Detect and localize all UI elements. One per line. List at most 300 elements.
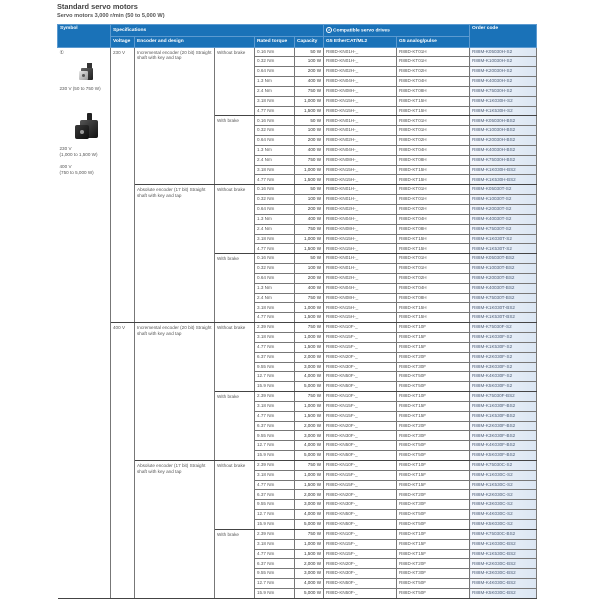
- order-code-cell: R88M-K10030H-BS2: [470, 126, 537, 136]
- rated-torque-cell: 4.77 Nm: [255, 175, 295, 185]
- order-code-cell: R88M-K1K030H-S2: [470, 96, 537, 106]
- ethercat-drive-cell: R88D-KN02H-_: [324, 273, 397, 283]
- ethercat-drive-cell: R88D-KN50F-_: [324, 520, 397, 530]
- capacity-cell: 200 W: [295, 136, 324, 146]
- rated-torque-cell: 12.7 Nm: [255, 441, 295, 451]
- rated-torque-cell: 9.55 Nm: [255, 362, 295, 372]
- rated-torque-cell: 3.18 Nm: [255, 470, 295, 480]
- ethercat-drive-cell: R88D-KN04H-_: [324, 283, 397, 293]
- rated-torque-cell: 15.9 Nm: [255, 382, 295, 392]
- ethercat-drive-cell: R88D-KN04H-_: [324, 145, 397, 155]
- ethercat-drive-cell: R88D-KN15F-_: [324, 342, 397, 352]
- ethercat-drive-cell: R88D-KN50F-_: [324, 510, 397, 520]
- capacity-cell: 1,500 W: [295, 342, 324, 352]
- encoder-design-cell: Incremental encoder (20 bit) Straight shaft with key and tap: [135, 323, 215, 461]
- analog-drive-cell: R88D-KT04H: [397, 77, 470, 87]
- header-specifications: Specifications: [111, 25, 324, 37]
- ethercat-drive-cell: R88D-KN15H-_: [324, 303, 397, 313]
- ethercat-drive-cell: R88D-KN15F-_: [324, 549, 397, 559]
- symbol-caption-400v: 400 V (750 to 5,000 W): [59, 164, 94, 176]
- analog-drive-cell: R88D-KT02H: [397, 273, 470, 283]
- rated-torque-cell: 4.77 Nm: [255, 480, 295, 490]
- order-code-cell: R88M-K3K030C-S2: [470, 500, 537, 510]
- ethercat-drive-cell: R88D-KN15H-_: [324, 313, 397, 323]
- ethercat-drive-cell: R88D-KN01H-_: [324, 195, 397, 205]
- ethercat-drive-cell: R88D-KN15H-_: [324, 175, 397, 185]
- rated-torque-cell: 0.64 Nm: [255, 205, 295, 215]
- order-code-cell: R88M-K20030T-BS2: [470, 273, 537, 283]
- rated-torque-cell: 3.18 Nm: [255, 165, 295, 175]
- capacity-cell: 5,000 W: [295, 520, 324, 530]
- capacity-cell: 2,000 W: [295, 352, 324, 362]
- capacity-cell: 200 W: [295, 205, 324, 215]
- analog-drive-cell: R88D-KT15F: [397, 342, 470, 352]
- brake-option-cell: With brake: [215, 116, 255, 185]
- capacity-cell: 1,000 W: [295, 401, 324, 411]
- analog-drive-cell: R88D-KT30F: [397, 431, 470, 441]
- capacity-cell: 1,500 W: [295, 106, 324, 116]
- capacity-cell: 4,000 W: [295, 372, 324, 382]
- ethercat-drive-cell: R88D-KN20F-_: [324, 352, 397, 362]
- rated-torque-cell: 2.4 Nm: [255, 224, 295, 234]
- rated-torque-cell: 3.18 Nm: [255, 234, 295, 244]
- order-code-cell: R88M-K20030T-S2: [470, 205, 537, 215]
- rated-torque-cell: 4.77 Nm: [255, 549, 295, 559]
- order-code-cell: R88M-K05030H-S2: [470, 47, 537, 57]
- ethercat-drive-cell: R88D-KN50F-_: [324, 579, 397, 589]
- capacity-cell: 3,000 W: [295, 431, 324, 441]
- ethercat-drive-cell: R88D-KN30F-_: [324, 362, 397, 372]
- order-code-cell: R88M-K1K530C-BS2: [470, 549, 537, 559]
- order-code-cell: R88M-K40030H-S2: [470, 77, 537, 87]
- capacity-cell: 750 W: [295, 293, 324, 303]
- ethercat-drive-cell: R88D-KN08H-_: [324, 293, 397, 303]
- capacity-cell: 1,500 W: [295, 549, 324, 559]
- header-voltage: Voltage: [111, 36, 135, 47]
- encoder-design-cell: Absolute encoder (17 bit) Straight shaft with key and tap: [135, 185, 215, 323]
- page-title: Standard servo motors: [57, 2, 138, 11]
- ethercat-drive-cell: R88D-KN15H-_: [324, 106, 397, 116]
- analog-drive-cell: R88D-KT15H: [397, 234, 470, 244]
- order-code-cell: R88M-K40030T-BS2: [470, 283, 537, 293]
- capacity-cell: 5,000 W: [295, 588, 324, 598]
- order-code-cell: R88M-K4K030C-BS2: [470, 579, 537, 589]
- circled-number-icon: 2: [326, 27, 332, 33]
- analog-drive-cell: R88D-KT08H: [397, 155, 470, 165]
- ethercat-drive-cell: R88D-KN01H-_: [324, 47, 397, 57]
- voltage-cell: 230 V: [111, 47, 135, 323]
- analog-drive-cell: R88D-KT30F: [397, 362, 470, 372]
- ethercat-drive-cell: R88D-KN15F-_: [324, 411, 397, 421]
- rated-torque-cell: 0.64 Nm: [255, 136, 295, 146]
- order-code-cell: R88M-K05030T-S2: [470, 185, 537, 195]
- rated-torque-cell: 4.77 Nm: [255, 244, 295, 254]
- analog-drive-cell: R88D-KT01H: [397, 254, 470, 264]
- order-code-cell: R88M-K3K030F-S2: [470, 362, 537, 372]
- rated-torque-cell: 6.37 Nm: [255, 352, 295, 362]
- analog-drive-cell: R88D-KT15F: [397, 401, 470, 411]
- order-code-cell: R88M-K1K530H-BS2: [470, 175, 537, 185]
- order-code-cell: R88M-K4K030F-BS2: [470, 441, 537, 451]
- rated-torque-cell: 3.18 Nm: [255, 303, 295, 313]
- rated-torque-cell: 0.16 Nm: [255, 116, 295, 126]
- encoder-design-cell: Incremental encoder (20 bit) Straight shaft with key and tap: [135, 47, 215, 185]
- order-code-cell: R88M-K1K530F-S2: [470, 342, 537, 352]
- analog-drive-cell: R88D-KT15H: [397, 175, 470, 185]
- analog-drive-cell: R88D-KT10F: [397, 323, 470, 333]
- rated-torque-cell: 0.32 Nm: [255, 264, 295, 274]
- rated-torque-cell: 1.3 Nm: [255, 77, 295, 87]
- order-code-cell: R88M-K1K530T-S2: [470, 244, 537, 254]
- ethercat-drive-cell: R88D-KN20F-_: [324, 559, 397, 569]
- order-code-cell: R88M-K10030T-S2: [470, 195, 537, 205]
- analog-drive-cell: R88D-KT01H: [397, 47, 470, 57]
- capacity-cell: 750 W: [295, 224, 324, 234]
- order-code-cell: R88M-K1K030F-BS2: [470, 401, 537, 411]
- analog-drive-cell: R88D-KT15F: [397, 332, 470, 342]
- capacity-cell: 200 W: [295, 273, 324, 283]
- ethercat-drive-cell: R88D-KN30F-_: [324, 431, 397, 441]
- analog-drive-cell: R88D-KT15H: [397, 106, 470, 116]
- order-code-cell: R88M-K5K030F-S2: [470, 382, 537, 392]
- capacity-cell: 3,000 W: [295, 569, 324, 579]
- order-code-cell: R88M-K20030H-S2: [470, 67, 537, 77]
- analog-drive-cell: R88D-KT50F: [397, 372, 470, 382]
- order-code-cell: R88M-K5K030C-S2: [470, 520, 537, 530]
- rated-torque-cell: 2.39 Nm: [255, 529, 295, 539]
- section-subtitle: Servo motors 3,000 r/min (50 to 5,000 W): [57, 13, 165, 19]
- capacity-cell: 1,500 W: [295, 411, 324, 421]
- brake-option-cell: Without brake: [215, 460, 255, 529]
- large-servo-motor-image: [74, 112, 100, 142]
- ethercat-drive-cell: R88D-KN10F-_: [324, 392, 397, 402]
- capacity-cell: 1,500 W: [295, 480, 324, 490]
- order-code-cell: R88M-K75030T-S2: [470, 224, 537, 234]
- rated-torque-cell: 3.18 Nm: [255, 332, 295, 342]
- ethercat-drive-cell: R88D-KN02H-_: [324, 205, 397, 215]
- rated-torque-cell: 15.9 Nm: [255, 451, 295, 461]
- order-code-cell: R88M-K40030H-BS2: [470, 145, 537, 155]
- order-code-cell: R88M-K1K530H-S2: [470, 106, 537, 116]
- ethercat-drive-cell: R88D-KN10F-_: [324, 460, 397, 470]
- header-capacity: Capacity: [295, 36, 324, 47]
- brake-option-cell: Without brake: [215, 47, 255, 116]
- order-code-cell: R88M-K05030H-BS2: [470, 116, 537, 126]
- order-code-cell: R88M-K40030T-S2: [470, 214, 537, 224]
- order-code-cell: R88M-K75030C-S2: [470, 460, 537, 470]
- capacity-cell: 50 W: [295, 254, 324, 264]
- order-code-cell: R88M-K2K030F-BS2: [470, 421, 537, 431]
- rated-torque-cell: 12.7 Nm: [255, 510, 295, 520]
- capacity-cell: 750 W: [295, 323, 324, 333]
- voltage-cell: 400 V: [111, 323, 135, 599]
- rated-torque-cell: 3.18 Nm: [255, 401, 295, 411]
- capacity-cell: 2,000 W: [295, 559, 324, 569]
- analog-drive-cell: R88D-KT15F: [397, 411, 470, 421]
- rated-torque-cell: 4.77 Nm: [255, 342, 295, 352]
- capacity-cell: 750 W: [295, 86, 324, 96]
- analog-drive-cell: R88D-KT10F: [397, 460, 470, 470]
- capacity-cell: 50 W: [295, 47, 324, 57]
- ethercat-drive-cell: R88D-KN20F-_: [324, 421, 397, 431]
- analog-drive-cell: R88D-KT10F: [397, 392, 470, 402]
- analog-drive-cell: R88D-KT15H: [397, 303, 470, 313]
- symbol-cell: [58, 47, 111, 598]
- analog-drive-cell: R88D-KT01H: [397, 264, 470, 274]
- order-code-cell: R88M-K5K030F-BS2: [470, 451, 537, 461]
- analog-drive-cell: R88D-KT15H: [397, 96, 470, 106]
- capacity-cell: 4,000 W: [295, 579, 324, 589]
- header-rated-torque: Rated torque: [255, 36, 295, 47]
- rated-torque-cell: 9.55 Nm: [255, 569, 295, 579]
- small-servo-motor-image: [78, 62, 96, 82]
- capacity-cell: 750 W: [295, 529, 324, 539]
- header-encoder-design: Encoder and design: [135, 36, 255, 47]
- table-row: [58, 47, 537, 57]
- header-analog: G5 analog/pulse: [397, 36, 470, 47]
- capacity-cell: 2,000 W: [295, 421, 324, 431]
- analog-drive-cell: R88D-KT50F: [397, 579, 470, 589]
- capacity-cell: 750 W: [295, 155, 324, 165]
- header-symbol: Symbol: [58, 25, 111, 48]
- rated-torque-cell: 0.16 Nm: [255, 47, 295, 57]
- capacity-cell: 400 W: [295, 77, 324, 87]
- capacity-cell: 1,000 W: [295, 539, 324, 549]
- rated-torque-cell: 12.7 Nm: [255, 579, 295, 589]
- rated-torque-cell: 1.3 Nm: [255, 214, 295, 224]
- capacity-cell: 1,000 W: [295, 96, 324, 106]
- analog-drive-cell: R88D-KT30F: [397, 500, 470, 510]
- order-code-cell: R88M-K1K030C-BS2: [470, 539, 537, 549]
- analog-drive-cell: R88D-KT01H: [397, 126, 470, 136]
- ethercat-drive-cell: R88D-KN01H-_: [324, 185, 397, 195]
- analog-drive-cell: R88D-KT01H: [397, 195, 470, 205]
- ethercat-drive-cell: R88D-KN15F-_: [324, 332, 397, 342]
- analog-drive-cell: R88D-KT50F: [397, 588, 470, 598]
- rated-torque-cell: 6.37 Nm: [255, 559, 295, 569]
- rated-torque-cell: 15.9 Nm: [255, 520, 295, 530]
- rated-torque-cell: 1.3 Nm: [255, 283, 295, 293]
- ethercat-drive-cell: R88D-KN04H-_: [324, 77, 397, 87]
- capacity-cell: 1,000 W: [295, 165, 324, 175]
- ethercat-drive-cell: R88D-KN30F-_: [324, 569, 397, 579]
- capacity-cell: 750 W: [295, 392, 324, 402]
- capacity-cell: 1,500 W: [295, 244, 324, 254]
- analog-drive-cell: R88D-KT50F: [397, 382, 470, 392]
- analog-drive-cell: R88D-KT08H: [397, 86, 470, 96]
- circled-number-1-icon: ①: [59, 49, 64, 56]
- encoder-design-cell: Absolute encoder (17 bit) Straight shaft with key and tap: [135, 460, 215, 598]
- analog-drive-cell: R88D-KT15H: [397, 244, 470, 254]
- ethercat-drive-cell: R88D-KN08H-_: [324, 86, 397, 96]
- ethercat-drive-cell: R88D-KN15F-_: [324, 470, 397, 480]
- rated-torque-cell: 2.39 Nm: [255, 392, 295, 402]
- rated-torque-cell: 3.18 Nm: [255, 539, 295, 549]
- analog-drive-cell: R88D-KT20F: [397, 490, 470, 500]
- order-code-cell: R88M-K75030F-BS2: [470, 392, 537, 402]
- symbol-caption-230v-large: 230 V (1,000 to 1,500 W): [59, 145, 98, 157]
- order-code-cell: R88M-K1K030T-S2: [470, 234, 537, 244]
- rated-torque-cell: 9.55 Nm: [255, 500, 295, 510]
- ethercat-drive-cell: R88D-KN01H-_: [324, 126, 397, 136]
- order-code-cell: R88M-K1K530T-BS2: [470, 313, 537, 323]
- brake-option-cell: With brake: [215, 529, 255, 598]
- order-code-cell: R88M-K2K030C-BS2: [470, 559, 537, 569]
- header-compatible-drives: 2 Compatible servo drives: [324, 25, 470, 37]
- order-code-cell: R88M-K75030H-S2: [470, 86, 537, 96]
- analog-drive-cell: R88D-KT15H: [397, 165, 470, 175]
- capacity-cell: 1,000 W: [295, 303, 324, 313]
- capacity-cell: 5,000 W: [295, 451, 324, 461]
- rated-torque-cell: 2.4 Nm: [255, 155, 295, 165]
- ethercat-drive-cell: R88D-KN15F-_: [324, 401, 397, 411]
- capacity-cell: 1,500 W: [295, 313, 324, 323]
- rated-torque-cell: 2.4 Nm: [255, 293, 295, 303]
- ethercat-drive-cell: R88D-KN08H-_: [324, 224, 397, 234]
- rated-torque-cell: 2.39 Nm: [255, 460, 295, 470]
- order-code-cell: R88M-K75030C-BS2: [470, 529, 537, 539]
- rated-torque-cell: 4.77 Nm: [255, 106, 295, 116]
- rated-torque-cell: 1.3 Nm: [255, 145, 295, 155]
- capacity-cell: 1,000 W: [295, 332, 324, 342]
- capacity-cell: 1,000 W: [295, 470, 324, 480]
- order-code-cell: R88M-K1K530F-BS2: [470, 411, 537, 421]
- ethercat-drive-cell: R88D-KN50F-_: [324, 382, 397, 392]
- analog-drive-cell: R88D-KT01H: [397, 57, 470, 67]
- analog-drive-cell: R88D-KT02H: [397, 205, 470, 215]
- capacity-cell: 750 W: [295, 460, 324, 470]
- analog-drive-cell: R88D-KT20F: [397, 559, 470, 569]
- ethercat-drive-cell: R88D-KN50F-_: [324, 372, 397, 382]
- rated-torque-cell: 6.37 Nm: [255, 490, 295, 500]
- order-code-cell: R88M-K3K030C-BS2: [470, 569, 537, 579]
- analog-drive-cell: R88D-KT15F: [397, 480, 470, 490]
- rated-torque-cell: 4.77 Nm: [255, 411, 295, 421]
- ethercat-drive-cell: R88D-KN15H-_: [324, 244, 397, 254]
- analog-drive-cell: R88D-KT20F: [397, 421, 470, 431]
- analog-drive-cell: R88D-KT30F: [397, 569, 470, 579]
- rated-torque-cell: 0.64 Nm: [255, 273, 295, 283]
- order-code-cell: R88M-K1K030F-S2: [470, 332, 537, 342]
- capacity-cell: 100 W: [295, 57, 324, 67]
- ethercat-drive-cell: R88D-KN02H-_: [324, 136, 397, 146]
- rated-torque-cell: 9.55 Nm: [255, 431, 295, 441]
- rated-torque-cell: 2.4 Nm: [255, 86, 295, 96]
- analog-drive-cell: R88D-KT04H: [397, 214, 470, 224]
- ethercat-drive-cell: R88D-KN15F-_: [324, 539, 397, 549]
- order-code-cell: R88M-K2K030C-S2: [470, 490, 537, 500]
- brake-option-cell: With brake: [215, 254, 255, 323]
- capacity-cell: 400 W: [295, 145, 324, 155]
- symbol-caption-230v-small: 230 V (50 to 750 W): [59, 85, 101, 91]
- capacity-cell: 1,500 W: [295, 175, 324, 185]
- rated-torque-cell: 0.16 Nm: [255, 185, 295, 195]
- capacity-cell: 2,000 W: [295, 490, 324, 500]
- brake-option-cell: Without brake: [215, 323, 255, 392]
- rated-torque-cell: 3.18 Nm: [255, 96, 295, 106]
- analog-drive-cell: R88D-KT50F: [397, 441, 470, 451]
- order-code-cell: R88M-K3K030F-BS2: [470, 431, 537, 441]
- order-code-cell: R88M-K1K530C-S2: [470, 480, 537, 490]
- header-ethercat: G5 EtherCAT/ML2: [324, 36, 397, 47]
- rated-torque-cell: 0.32 Nm: [255, 57, 295, 67]
- capacity-cell: 100 W: [295, 195, 324, 205]
- capacity-cell: 5,000 W: [295, 382, 324, 392]
- ethercat-drive-cell: R88D-KN04H-_: [324, 214, 397, 224]
- analog-drive-cell: R88D-KT08H: [397, 293, 470, 303]
- order-code-cell: R88M-K05030T-BS2: [470, 254, 537, 264]
- order-code-cell: R88M-K75030T-BS2: [470, 293, 537, 303]
- ethercat-drive-cell: R88D-KN01H-_: [324, 57, 397, 67]
- analog-drive-cell: R88D-KT50F: [397, 451, 470, 461]
- capacity-cell: 400 W: [295, 214, 324, 224]
- ethercat-drive-cell: R88D-KN10F-_: [324, 529, 397, 539]
- order-code-cell: R88M-K1K030C-S2: [470, 470, 537, 480]
- order-code-cell: R88M-K10030H-S2: [470, 57, 537, 67]
- brake-option-cell: Without brake: [215, 185, 255, 254]
- ethercat-drive-cell: R88D-KN50F-_: [324, 451, 397, 461]
- analog-drive-cell: R88D-KT02H: [397, 136, 470, 146]
- analog-drive-cell: R88D-KT15H: [397, 313, 470, 323]
- header-order-code: Order code: [470, 25, 537, 48]
- servo-motor-table: [57, 24, 537, 599]
- ethercat-drive-cell: R88D-KN15F-_: [324, 480, 397, 490]
- ethercat-drive-cell: R88D-KN15H-_: [324, 234, 397, 244]
- rated-torque-cell: 0.32 Nm: [255, 126, 295, 136]
- capacity-cell: 1,000 W: [295, 234, 324, 244]
- order-code-cell: R88M-K1K030H-BS2: [470, 165, 537, 175]
- brake-option-cell: With brake: [215, 392, 255, 461]
- ethercat-drive-cell: R88D-KN10F-_: [324, 323, 397, 333]
- table-row: [58, 323, 537, 333]
- ethercat-drive-cell: R88D-KN02H-_: [324, 67, 397, 77]
- rated-torque-cell: 12.7 Nm: [255, 372, 295, 382]
- rated-torque-cell: 2.39 Nm: [255, 323, 295, 333]
- ethercat-drive-cell: R88D-KN50F-_: [324, 441, 397, 451]
- ethercat-drive-cell: R88D-KN01H-_: [324, 264, 397, 274]
- ethercat-drive-cell: R88D-KN01H-_: [324, 116, 397, 126]
- analog-drive-cell: R88D-KT08H: [397, 224, 470, 234]
- order-code-cell: R88M-K20030H-BS2: [470, 136, 537, 146]
- capacity-cell: 4,000 W: [295, 510, 324, 520]
- ethercat-drive-cell: R88D-KN01H-_: [324, 254, 397, 264]
- capacity-cell: 4,000 W: [295, 441, 324, 451]
- order-code-cell: R88M-K1K030T-BS2: [470, 303, 537, 313]
- ethercat-drive-cell: R88D-KN20F-_: [324, 490, 397, 500]
- order-code-cell: R88M-K75030F-S2: [470, 323, 537, 333]
- rated-torque-cell: 0.64 Nm: [255, 67, 295, 77]
- analog-drive-cell: R88D-KT50F: [397, 510, 470, 520]
- analog-drive-cell: R88D-KT15F: [397, 539, 470, 549]
- capacity-cell: 400 W: [295, 283, 324, 293]
- order-code-cell: R88M-K5K030C-BS2: [470, 588, 537, 598]
- ethercat-drive-cell: R88D-KN08H-_: [324, 155, 397, 165]
- analog-drive-cell: R88D-KT15F: [397, 549, 470, 559]
- order-code-cell: R88M-K2K030F-S2: [470, 352, 537, 362]
- rated-torque-cell: 15.9 Nm: [255, 588, 295, 598]
- capacity-cell: 3,000 W: [295, 362, 324, 372]
- capacity-cell: 100 W: [295, 264, 324, 274]
- analog-drive-cell: R88D-KT01H: [397, 116, 470, 126]
- ethercat-drive-cell: R88D-KN50F-_: [324, 588, 397, 598]
- analog-drive-cell: R88D-KT20F: [397, 352, 470, 362]
- ethercat-drive-cell: R88D-KN15H-_: [324, 96, 397, 106]
- analog-drive-cell: R88D-KT02H: [397, 67, 470, 77]
- ethercat-drive-cell: R88D-KN30F-_: [324, 500, 397, 510]
- capacity-cell: 100 W: [295, 126, 324, 136]
- analog-drive-cell: R88D-KT10F: [397, 529, 470, 539]
- analog-drive-cell: R88D-KT04H: [397, 283, 470, 293]
